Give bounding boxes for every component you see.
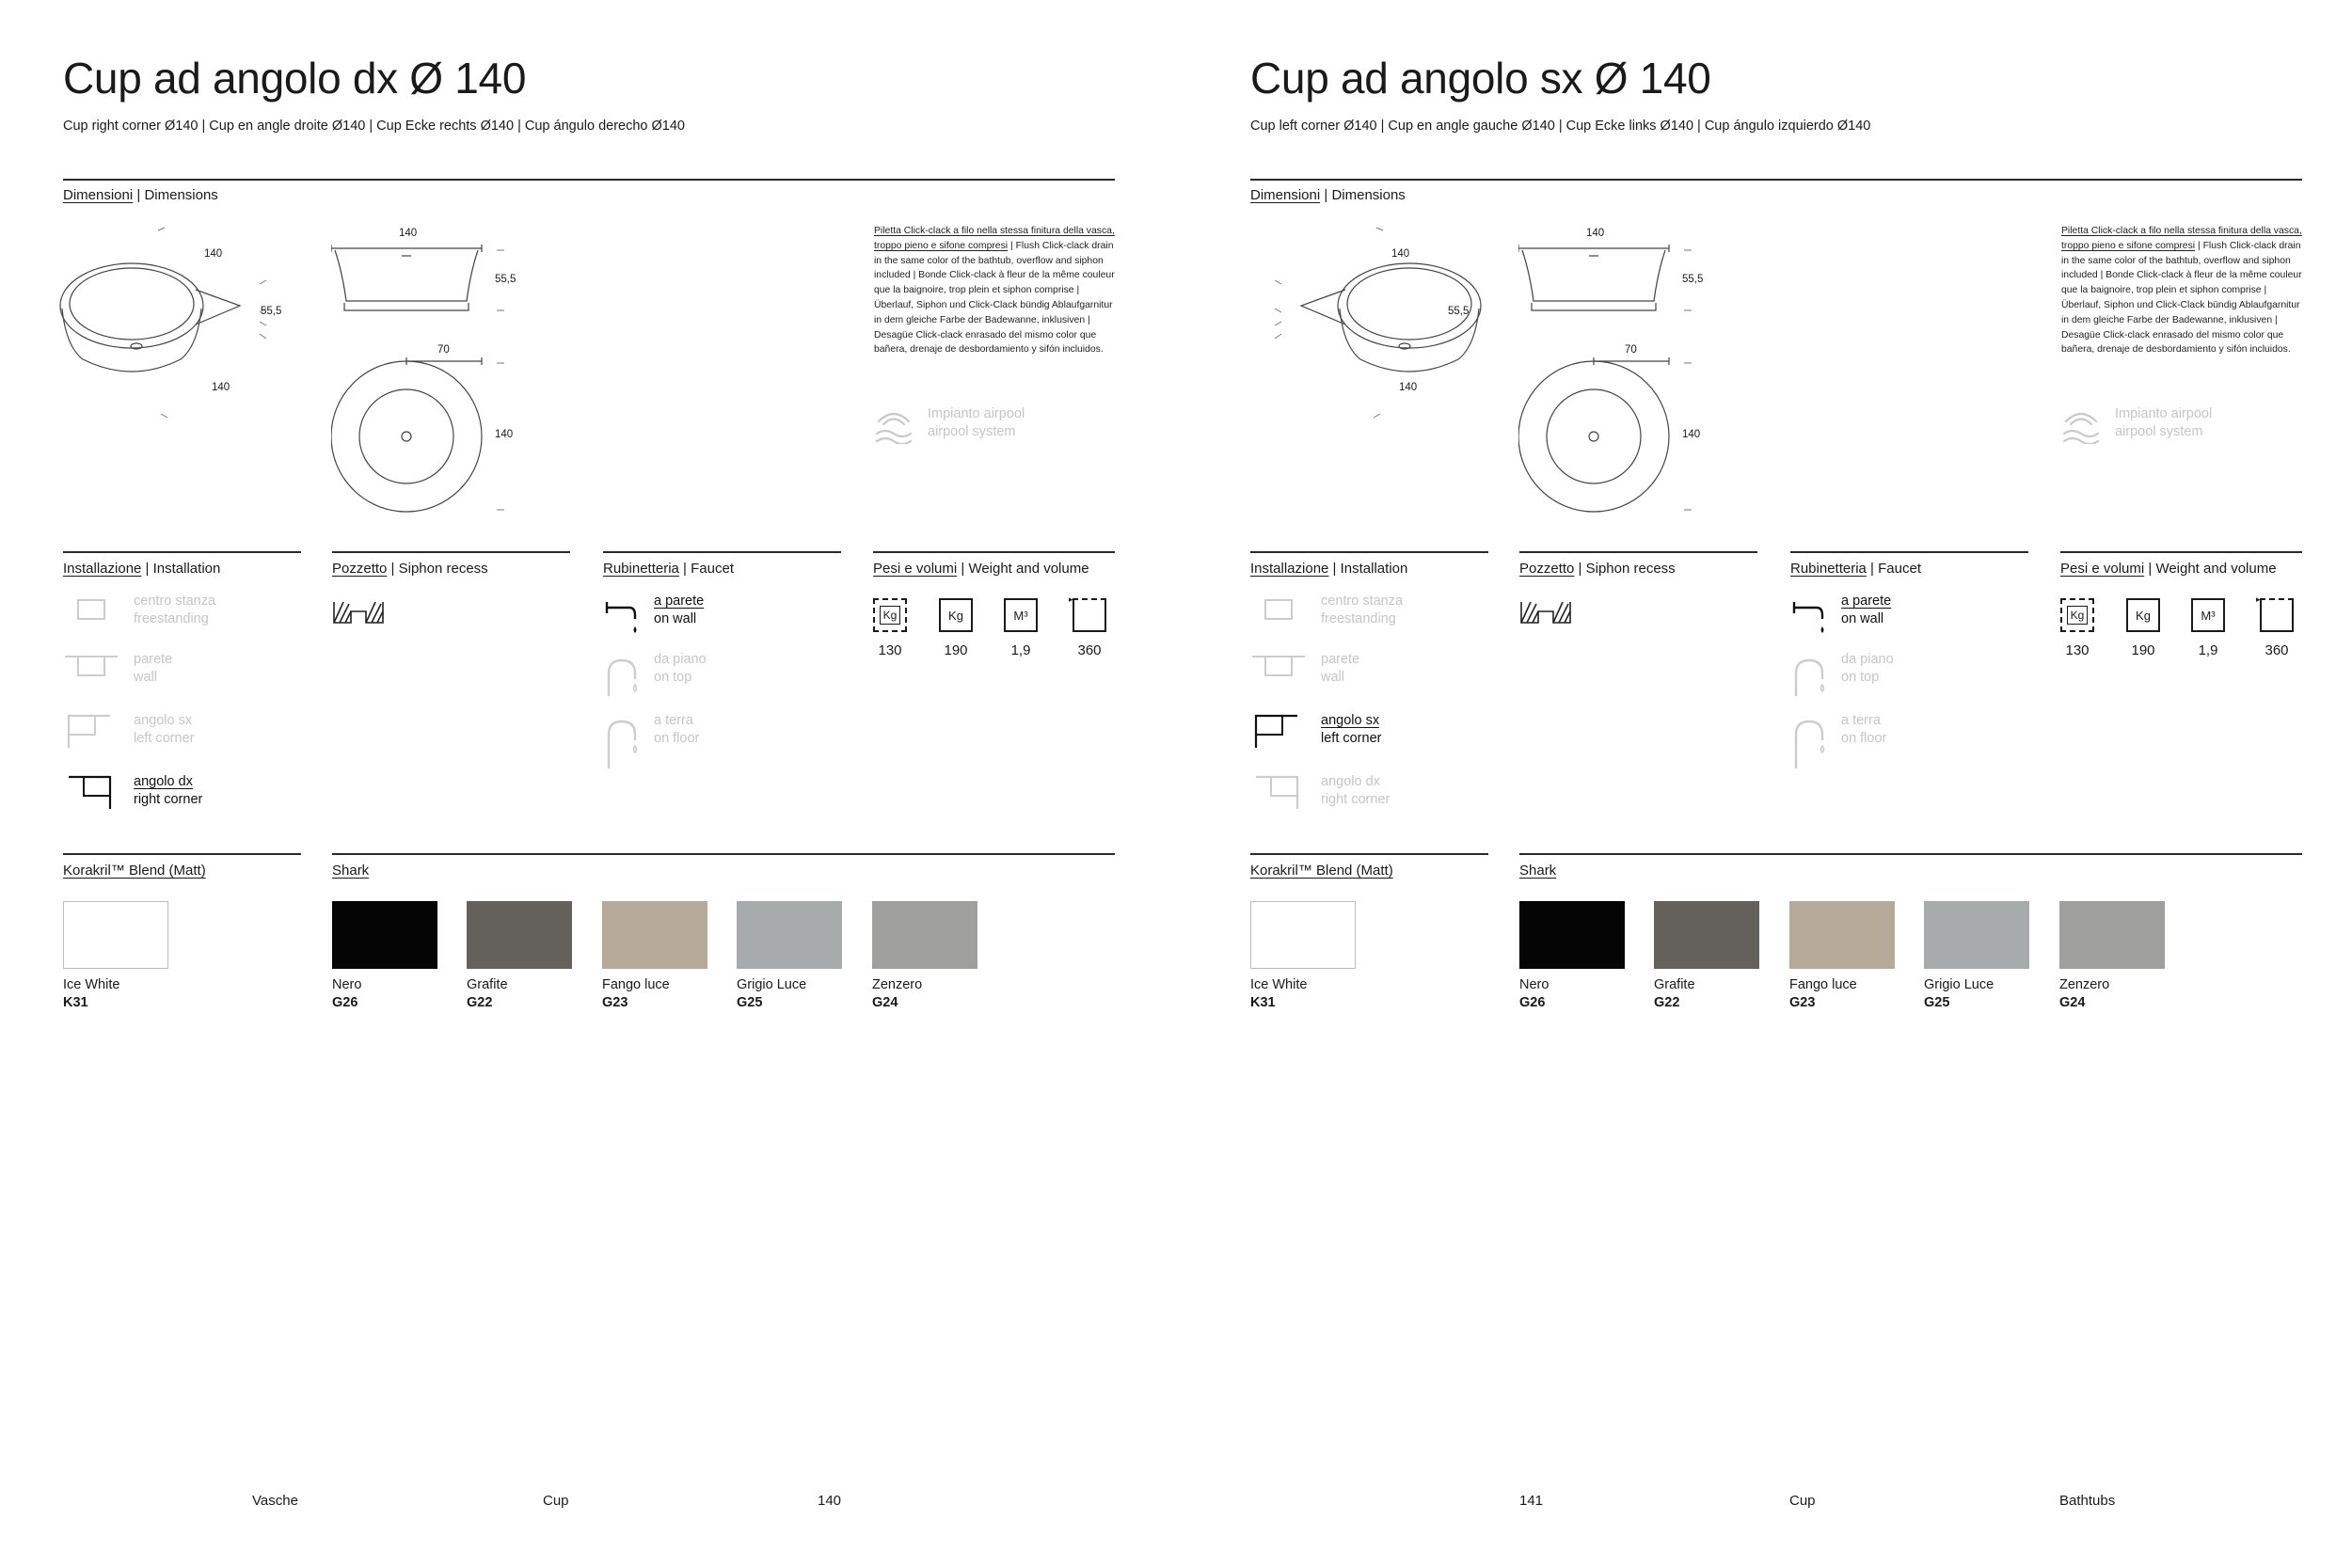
- footer-right-label: Bathtubs: [2059, 1493, 2116, 1509]
- divider: [1250, 551, 1488, 553]
- dimensions-heading: Dimensioni | Dimensions: [1250, 187, 1406, 203]
- weight-value: 1,9: [1010, 642, 1031, 658]
- installation-option-left-corner: angolo sx left corner: [1321, 713, 1382, 746]
- wall-icon: [1250, 651, 1307, 685]
- right-corner-icon: [1250, 773, 1307, 811]
- freestanding-icon: [63, 593, 119, 626]
- bathtub-perspective-drawing: [55, 226, 299, 423]
- dim-plan-offset: 70: [437, 344, 450, 356]
- divider: [1250, 853, 1488, 855]
- page-title: Cup ad angolo dx Ø 140: [63, 54, 527, 103]
- dim-top-width: 140: [204, 248, 223, 260]
- material-heading-shark: Shark: [1519, 863, 1557, 879]
- faucet-option-on-wall: a parete on wall: [1841, 594, 1892, 626]
- dim-plan-diameter: 140: [1682, 429, 1701, 440]
- dim-height: 55,5: [261, 306, 282, 317]
- weight-value: 190: [2131, 642, 2155, 658]
- material-heading-shark: Shark: [332, 863, 370, 879]
- color-swatch-g23[interactable]: [602, 901, 707, 969]
- drain-description-translations: | Flush Click-clack drain in the same color of the bathtub, overflow and siphon included | Bonde Click-clack à fleur de la même couleur que la baignoire, trop plein et siphon comprise | Überlauf, Siphon und Click-Clack bündig Ablaufgarnitur in dem gleiche Farbe der Badewanne, inklusiven | Desagüe Click-clack enrasado del mismo color que bañera, drenaje de desbordamiento y sifón incluidos.: [874, 240, 1115, 356]
- top-faucet-icon: [1790, 657, 1834, 698]
- swatch-label: Grafite G22: [467, 977, 508, 1010]
- capacity-icon: ▸: [1073, 598, 1106, 632]
- wall-faucet-icon: [1790, 598, 1834, 636]
- divider: [63, 551, 301, 553]
- airpool-label: Impianto airpool airpool system: [928, 406, 1025, 439]
- color-swatch-g25[interactable]: [737, 901, 842, 969]
- swatch-label: Ice White K31: [1250, 977, 1308, 1010]
- color-swatch-g26[interactable]: [332, 901, 437, 969]
- siphon-recess-icon: [332, 598, 385, 626]
- divider: [1519, 551, 1757, 553]
- color-swatch-g24[interactable]: [872, 901, 977, 969]
- color-swatch-g24[interactable]: [2059, 901, 2165, 969]
- airpool-label: Impianto airpool airpool system: [2115, 406, 2213, 439]
- left-corner-icon: [1250, 712, 1307, 750]
- weight-volume-heading: Pesi e volumi | Weight and volume: [2060, 561, 2277, 577]
- weight-value: 130: [2065, 642, 2090, 658]
- weight-icon: Kg: [2126, 598, 2160, 632]
- right-corner-icon: [63, 773, 119, 811]
- weight-value: 360: [1077, 642, 1102, 658]
- dim-front-width: 140: [1586, 228, 1605, 239]
- weight-value: 1,9: [2198, 642, 2218, 658]
- footer-collection: Cup: [1789, 1493, 1816, 1509]
- floor-faucet-icon: [1790, 718, 1834, 770]
- dim-height: 55,5: [1448, 306, 1470, 317]
- divider: [332, 551, 570, 553]
- faucet-option-on-top: da piano on top: [654, 652, 707, 685]
- floor-faucet-icon: [603, 718, 646, 770]
- volume-icon: M³: [2191, 598, 2225, 632]
- bathtub-plan-view: [1518, 350, 1707, 519]
- swatch-label: Zenzero G24: [872, 977, 923, 1010]
- catalog-page-right: [1187, 0, 2352, 1568]
- divider: [63, 179, 1115, 181]
- dim-side: 140: [212, 382, 230, 393]
- footer-section: 141: [1519, 1493, 1544, 1509]
- dim-side: 140: [1399, 382, 1418, 393]
- divider: [1790, 551, 2028, 553]
- dim-top-width: 140: [1391, 248, 1410, 260]
- faucet-option-on-top: da piano on top: [1841, 652, 1894, 685]
- wall-faucet-icon: [603, 598, 646, 636]
- installation-option-right-corner: angolo dx right corner: [134, 774, 203, 807]
- bathtub-front-elevation: [1518, 237, 1707, 322]
- color-swatch-g22[interactable]: [1654, 901, 1759, 969]
- installation-option-wall: parete wall: [1321, 652, 1360, 685]
- dim-plan-diameter: 140: [495, 429, 514, 440]
- swatch-label: Ice White K31: [63, 977, 120, 1010]
- faucet-heading: Rubinetteria | Faucet: [1790, 561, 1921, 577]
- divider: [1519, 853, 2302, 855]
- dim-front-width: 140: [399, 228, 418, 239]
- swatch-label: Fango luce G23: [1789, 977, 1857, 1010]
- dim-plan-offset: 70: [1625, 344, 1637, 356]
- footer-collection: Cup: [543, 1493, 569, 1509]
- color-swatch-g23[interactable]: [1789, 901, 1895, 969]
- bathtub-plan-view: [331, 350, 519, 519]
- material-heading-korakril: Korakril™ Blend (Matt): [1250, 863, 1393, 879]
- siphon-recess-heading: Pozzetto | Siphon recess: [1519, 561, 1676, 577]
- page-subtitle: Cup right corner Ø140 | Cup en angle droite Ø140 | Cup Ecke rechts Ø140 | Cup ángulo derecho Ø140: [63, 119, 685, 134]
- bathtub-perspective-drawing: [1242, 226, 1486, 423]
- installation-heading: Installazione | Installation: [1250, 561, 1408, 577]
- swatch-label: Grigio Luce G25: [1924, 977, 1994, 1010]
- dimensions-heading: Dimensioni | Dimensions: [63, 187, 218, 203]
- footer-section: Vasche: [252, 1493, 298, 1509]
- dim-front-height: 55,5: [1682, 274, 1704, 285]
- color-swatch-k31[interactable]: [63, 901, 168, 969]
- left-corner-icon: [63, 712, 119, 750]
- wall-icon: [63, 651, 119, 685]
- siphon-recess-icon: [1519, 598, 1572, 626]
- capacity-icon: ▸: [2260, 598, 2294, 632]
- installation-option-right-corner: angolo dx right corner: [1321, 774, 1391, 807]
- swatch-label: Grafite G22: [1654, 977, 1695, 1010]
- divider: [332, 853, 1115, 855]
- swatch-label: Fango luce G23: [602, 977, 670, 1010]
- airpool-icon: [2060, 406, 2102, 444]
- weight-value: 360: [2265, 642, 2289, 658]
- drain-description: [874, 224, 1115, 357]
- swatch-label: Grigio Luce G25: [737, 977, 807, 1010]
- dim-front-height: 55,5: [495, 274, 516, 285]
- installation-option-left-corner: angolo sx left corner: [134, 713, 195, 746]
- faucet-heading: Rubinetteria | Faucet: [603, 561, 734, 577]
- divider: [2060, 551, 2302, 553]
- weight-value: 190: [944, 642, 968, 658]
- page-subtitle: Cup left corner Ø140 | Cup en angle gauche Ø140 | Cup Ecke links Ø140 | Cup ángulo izquierdo Ø140: [1250, 119, 1871, 134]
- bathtub-front-elevation: [331, 237, 519, 322]
- airpool-icon: [873, 406, 914, 444]
- swatch-label: Nero G26: [332, 977, 362, 1010]
- color-swatch-k31[interactable]: [1250, 901, 1356, 969]
- faucet-option-on-floor: a terra on floor: [1841, 713, 1887, 746]
- drain-description-it: Piletta Click-clack a filo nella stessa finitura della vasca, troppo pieno e sifone compresi: [874, 226, 1115, 251]
- divider: [603, 551, 841, 553]
- divider: [63, 853, 301, 855]
- swatch-label: Nero G26: [1519, 977, 1549, 1010]
- freestanding-icon: [1250, 593, 1307, 626]
- volume-icon: M³: [1004, 598, 1038, 632]
- drain-description-it: Piletta Click-clack a filo nella stessa finitura della vasca, troppo pieno e sifone compresi: [2061, 226, 2302, 251]
- siphon-recess-heading: Pozzetto | Siphon recess: [332, 561, 488, 577]
- swatch-label: Zenzero G24: [2059, 977, 2110, 1010]
- installation-option-wall: parete wall: [134, 652, 173, 685]
- drain-description-translations: | Flush Click-clack drain in the same color of the bathtub, overflow and siphon included | Bonde Click-clack à fleur de la même couleur que la baignoire, trop plein et siphon comprise | Überlauf, Siphon und Click-Clack bündig Ablaufgarnitur in dem gleiche Farbe der Badewanne, inklusiven | Desagüe Click-clack enrasado del mismo color que bañera, drenaje de desbordamiento y sifón incluidos.: [2061, 240, 2302, 356]
- footer-right-label: 140: [818, 1493, 842, 1509]
- divider: [873, 551, 1115, 553]
- color-swatch-g26[interactable]: [1519, 901, 1625, 969]
- faucet-option-on-floor: a terra on floor: [654, 713, 700, 746]
- faucet-option-on-wall: a parete on wall: [654, 594, 705, 626]
- packed-weight-icon: Kg: [873, 598, 907, 632]
- material-heading-korakril: Korakril™ Blend (Matt): [63, 863, 206, 879]
- weight-volume-heading: Pesi e volumi | Weight and volume: [873, 561, 1089, 577]
- drain-description: [2061, 224, 2302, 357]
- weight-icon: Kg: [939, 598, 973, 632]
- divider: [1250, 179, 2302, 181]
- installation-heading: Installazione | Installation: [63, 561, 221, 577]
- installation-option-freestanding: centro stanza freestanding: [134, 594, 216, 626]
- weight-value: 130: [878, 642, 902, 658]
- color-swatch-g22[interactable]: [467, 901, 572, 969]
- installation-option-freestanding: centro stanza freestanding: [1321, 594, 1404, 626]
- packed-weight-icon: Kg: [2060, 598, 2094, 632]
- top-faucet-icon: [603, 657, 646, 698]
- color-swatch-g25[interactable]: [1924, 901, 2029, 969]
- page-title: Cup ad angolo sx Ø 140: [1250, 54, 1711, 103]
